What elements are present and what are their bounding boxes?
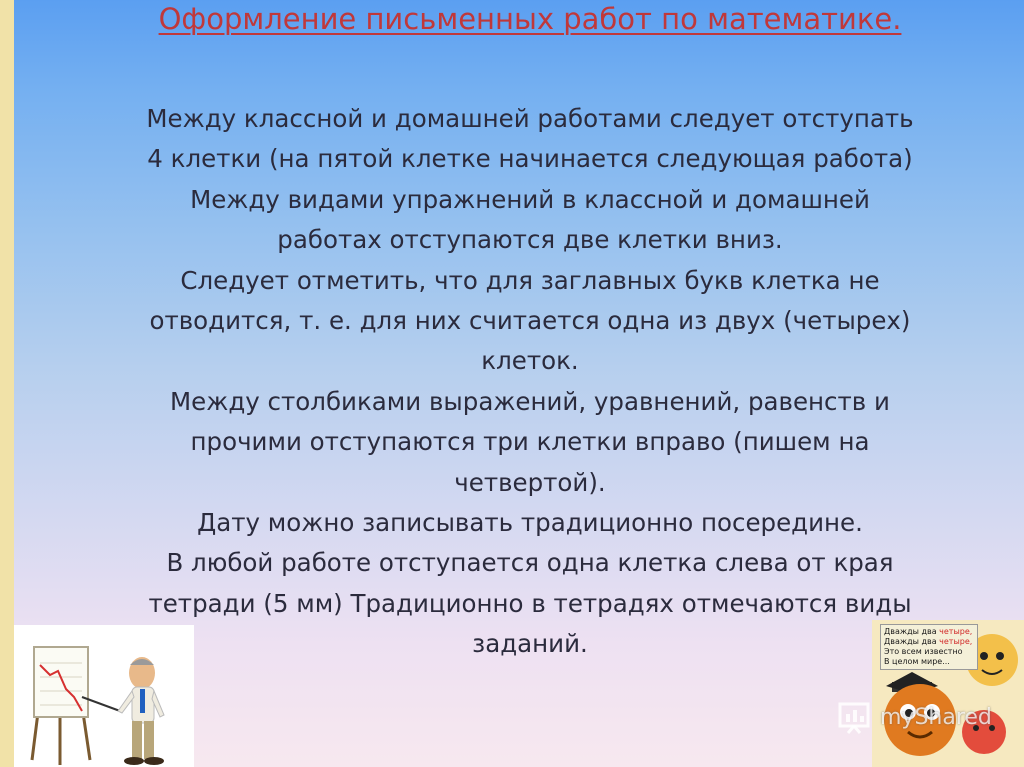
- body-line: заданий.: [472, 629, 588, 659]
- cartoon-illustration: [872, 620, 1024, 767]
- body-line: Дату можно записывать традиционно посередине.: [197, 508, 863, 538]
- body-line: В любой работе отступается одна клетка слева от края: [166, 548, 894, 578]
- verse-highlight: четыре,: [939, 627, 973, 636]
- body-line: Между классной и домашней работами следует отступать: [146, 104, 914, 133]
- body-line: четвертой).: [454, 467, 606, 497]
- body-line: Между столбиками выражений, уравнений, равенств и: [170, 386, 890, 416]
- body-line: работах отступаются две клетки вниз.: [277, 225, 783, 255]
- cartoon-verse: [880, 624, 978, 670]
- teacher-illustration: [14, 625, 194, 767]
- watermark-logo-icon: [836, 700, 876, 734]
- body-line: прочими отступаются три клетки вправо (пишем на: [190, 427, 870, 457]
- verse-line: Дважды два: [884, 637, 940, 646]
- body-line: отводится, т. е. для них считается одна из двух (четырех): [149, 306, 911, 336]
- verse-line: В целом мире...: [884, 657, 950, 666]
- verse-line: Дважды два: [884, 627, 940, 636]
- body-line: клеток.: [481, 346, 579, 376]
- body-line: тетради (5 мм) Традиционно в тетрадях отмечаются виды: [148, 588, 912, 618]
- verse-line: Это всем известно: [884, 647, 963, 656]
- watermark-text: myShared: [880, 705, 992, 730]
- body-line: Следует отметить, что для заглавных букв клетка не: [180, 265, 880, 295]
- body-line: 4 клетки (на пятой клетке начинается следующая работа): [147, 144, 913, 174]
- slide-title: Оформление письменных работ по математике.: [158, 2, 902, 36]
- verse-highlight: четыре,: [939, 637, 973, 646]
- slide-body: [90, 99, 973, 665]
- body-line: Между видами упражнений в классной и домашней: [190, 184, 870, 214]
- teacher-easel-icon: [14, 625, 194, 767]
